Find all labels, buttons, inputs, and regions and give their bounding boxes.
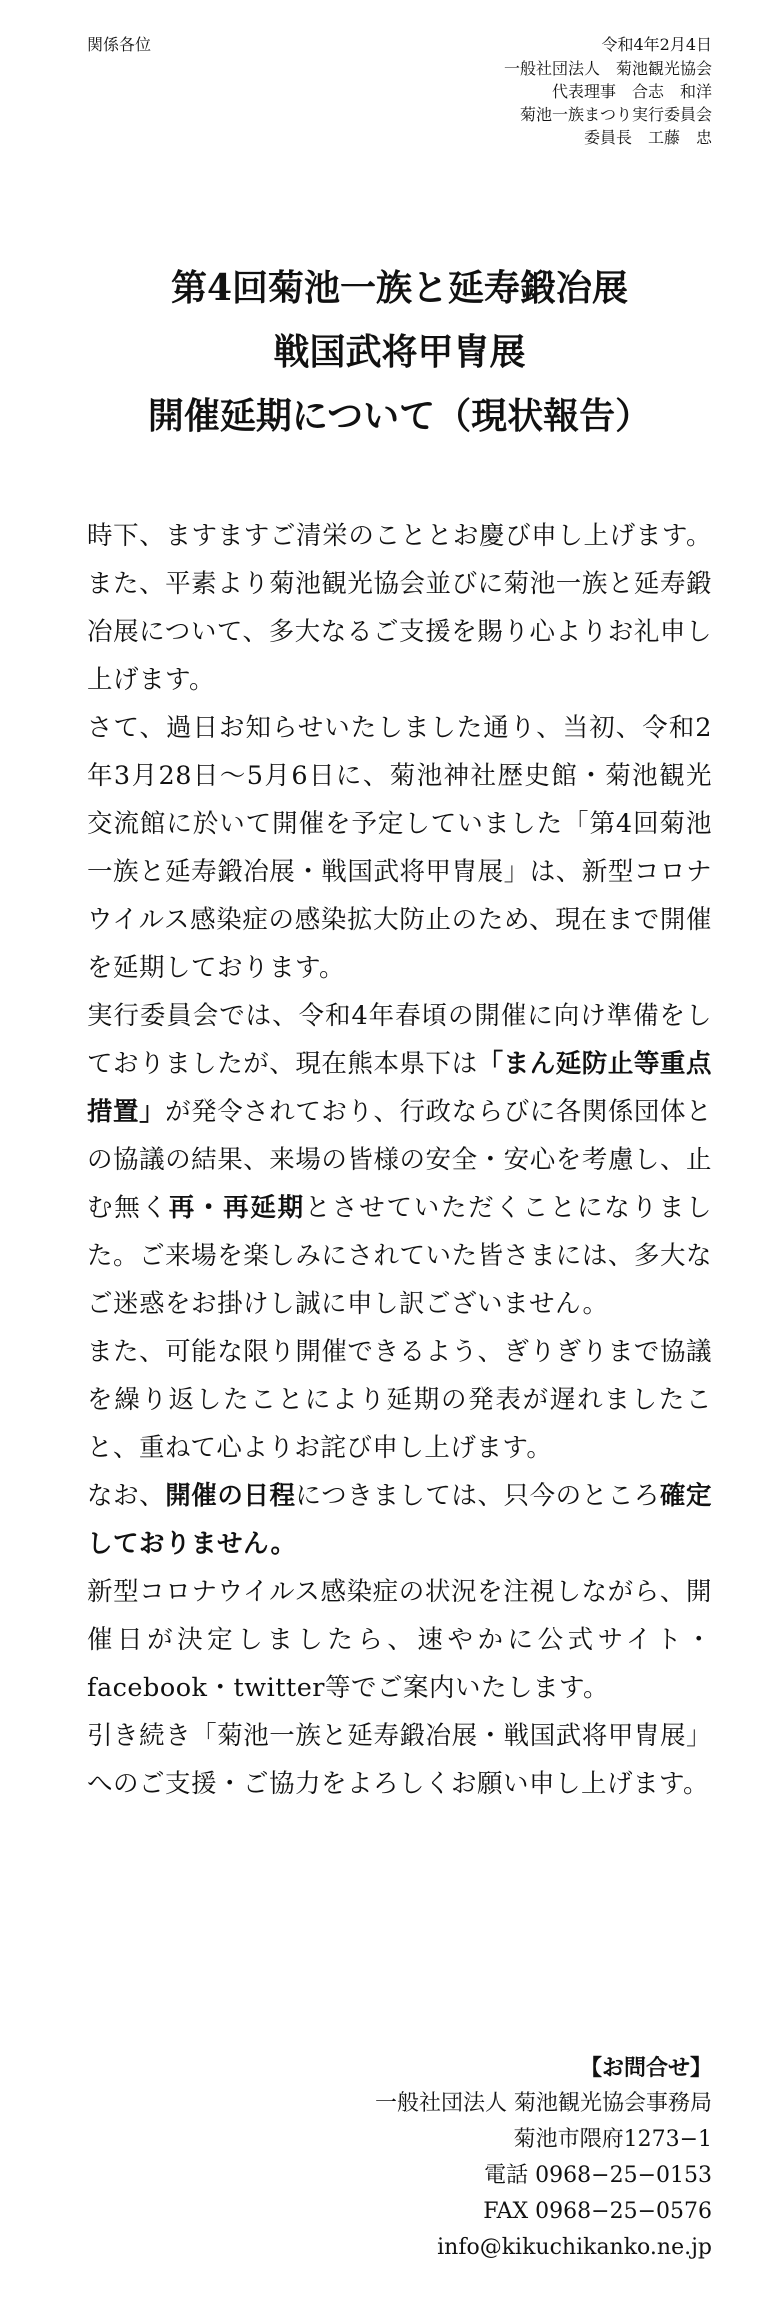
emphasis-schedule: 開催の日程 — [165, 1481, 296, 1511]
paragraph-schedule: なお、開催の日程につきましては、只今のところ確定しておりません。 — [87, 1481, 712, 1559]
sender-organization: 一般社団法人 菊池観光協会 — [503, 59, 712, 78]
emphasis-repostponement: 再・再延期 — [168, 1193, 305, 1223]
issue-date: 令和4年2月4日 — [601, 35, 712, 54]
paragraph-announcement: 新型コロナウイルス感染症の状況を注視しながら、開催日が決定しましたら、速やかに公式サイト・facebook・twitter等でご案内いたします。 — [87, 1577, 712, 1703]
emphasis-priority-measures: 「まん延防止等重点措置」 — [87, 1049, 712, 1127]
title-line-2: 戦国武将甲冑展 — [273, 331, 526, 373]
paragraph-apology: また、可能な限り開催できるよう、ぎりぎりまで協議を繰り返したことにより延期の発表が遅れましたこと、重ねて心よりお詫び申し上げます。 — [87, 1337, 712, 1463]
emphasis-undecided: 確定しておりません。 — [87, 1481, 712, 1559]
sender-committee: 菊池一族まつり実行委員会 — [519, 105, 712, 124]
document-title — [87, 256, 712, 448]
sender-chairperson: 委員長 工藤 忠 — [583, 128, 712, 147]
contact-address: 菊池市隈府1273−1 — [513, 2127, 712, 2152]
paragraph-decision: 実行委員会では、令和4年春頃の開催に向け準備をしておりましたが、現在熊本県下は「まん延防止等重点措置」が発令されており、行政ならびに各関係団体との協議の結果、来場の皆様の安全・安心を考慮し、止む無く再・再延期とさせていただくことになりました。ご来場を楽しみにされていた皆さまには、多大なご迷惑をお掛けし誠に申し訳ございません。 — [87, 1001, 712, 1319]
contact-phone: 電話 0968−25−0153 — [484, 2163, 712, 2188]
contact-fax: FAX 0968−25−0576 — [483, 2199, 712, 2224]
paragraph-closing: 引き続き「菊池一族と延寿鍛冶展・戦国武将甲冑展」へのご支援・ご協力をよろしくお願い申し上げます。 — [87, 1721, 712, 1799]
contact-block — [375, 2050, 712, 2266]
contact-label: 【お問合せ】 — [579, 2055, 712, 2081]
contact-email: info@kikuchikanko.ne.jp — [437, 2235, 712, 2260]
paragraph-greeting: 時下、ますますご清栄のこととお慶び申し上げます。また、平素より菊池観光協会並びに菊池一族と延寿鍛冶展について、多大なるご支援を賜り心よりお礼申し上げます。 — [87, 521, 712, 695]
sender-representative: 代表理事 合志 和洋 — [551, 82, 712, 101]
body-text — [87, 512, 712, 1808]
title-line-1: 第4回菊池一族と延寿鍛冶展 — [170, 267, 629, 309]
contact-office: 一般社団法人 菊池観光協会事務局 — [375, 2091, 712, 2116]
title-line-3: 開催延期について（現状報告） — [147, 395, 652, 437]
addressee: 関係各位 — [87, 35, 152, 54]
paragraph-background: さて、過日お知らせいたしました通り、当初、令和2年3月28日～5月6日に、菊池神社歴史館・菊池観光交流館に於いて開催を予定していました「第4回菊池一族と延寿鍛冶展・戦国武将甲冑展」は、新型コロナウイルス感染症の感染拡大防止のため、現在まで開催を延期しております。 — [87, 713, 712, 983]
